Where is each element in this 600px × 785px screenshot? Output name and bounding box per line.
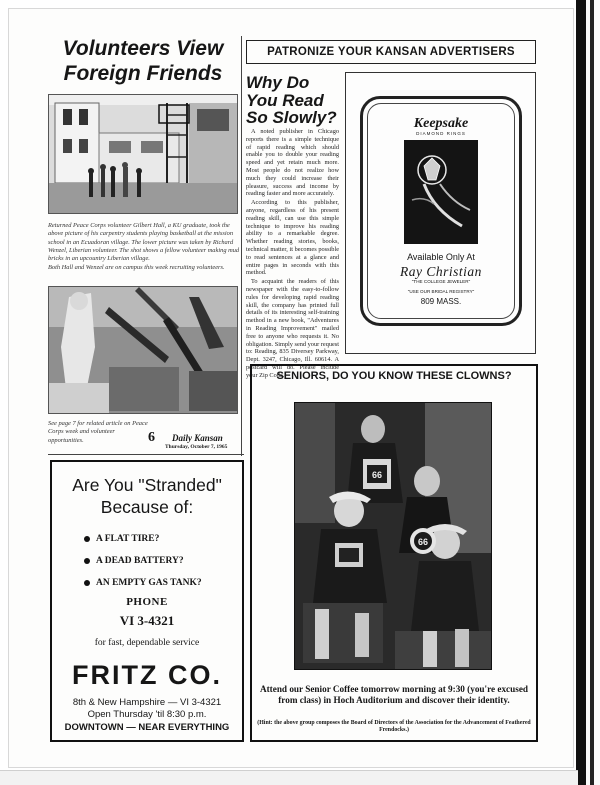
clown-badge-b: 66 bbox=[417, 537, 429, 547]
why-body-p3: To acquaint the readers of this newspaper with the easy-to-follow rules for developing rapid reading skill, the company has printed full details of its interesting self-training method in a new book, "Adventures in Reading Improvement" mailed free to anyone who requests it. No obligation. Simply send your request to: Reading, 835 Diversey Parkway, Dept. 3247, Chicago, Ill. 60614. A postcard will do. Please include your Zip Code. bbox=[246, 278, 339, 379]
stranded-headline bbox=[52, 474, 242, 518]
jeweler-name: Ray Christian bbox=[400, 264, 482, 279]
why-read-slowly-headline bbox=[246, 74, 346, 127]
why-headline-line2: You Read bbox=[246, 90, 324, 110]
stranded-headline-line1: Are You "Stranded" bbox=[72, 475, 222, 495]
jeweler-address: 809 MASS. bbox=[420, 297, 462, 306]
list-item bbox=[84, 528, 234, 550]
diamond-ring-illustration bbox=[404, 140, 478, 244]
clowns-hint: (Hint: the above group composes the Board of Directors of the Association for the Advancement of Feathered Frendocks.) bbox=[257, 720, 531, 734]
why-read-slowly-body bbox=[246, 128, 339, 381]
available-only-at: Available Only At bbox=[407, 252, 475, 262]
paper-date: Thursday, October 7, 1965 bbox=[165, 444, 228, 450]
keepsake-logo: Keepsake bbox=[413, 116, 469, 131]
bullet-dot-icon bbox=[84, 580, 90, 586]
scan-edge-secondary bbox=[590, 0, 594, 785]
senior-coffee-announcement: Attend our Senior Coffee tomorrow morning at 9:30 (you're excused from class) in Hoch Auditorium and discover their identity. bbox=[259, 684, 529, 706]
phone-number: VI 3-4321 bbox=[119, 613, 175, 628]
college-jeweler-tag: "THE COLLEGE JEWELER" bbox=[411, 279, 471, 284]
volunteers-caption bbox=[48, 222, 240, 274]
service-tagline: for fast, dependable service bbox=[94, 638, 200, 648]
volunteers-headline-line2: Foreign Friends bbox=[63, 62, 223, 85]
volunteers-headline bbox=[50, 36, 236, 86]
scan-edge bbox=[576, 0, 586, 785]
list-item bbox=[84, 550, 234, 572]
phone-label: PHONE bbox=[126, 596, 168, 608]
bullet-dot-icon bbox=[84, 558, 90, 564]
fritz-address: 8th & New Hampshire — VI 3-4321 bbox=[72, 697, 222, 708]
stranded-reasons-list bbox=[84, 528, 234, 594]
basketball-photo bbox=[48, 94, 238, 214]
reason-dead-battery: A DEAD BATTERY? bbox=[96, 556, 184, 566]
mud-bricks-photo bbox=[48, 286, 238, 414]
column-rule bbox=[241, 36, 242, 456]
why-headline-line1: Why Do bbox=[246, 73, 310, 92]
clowns-photo-art bbox=[295, 403, 492, 670]
paper-name: Daily Kansan bbox=[172, 433, 223, 443]
patronize-banner: PATRONIZE YOUR KANSAN ADVERTISERS bbox=[246, 40, 536, 64]
folio-rule bbox=[48, 454, 244, 455]
why-body-p2: According to this publisher, anyone, regardless of his present reading skill, can use this simple technique to improve his reading ability to a remarkable degree. Whether reading stories, books, technical matter, it becomes possible to read sentences at a glance and entire pages in seconds with this method. bbox=[246, 199, 339, 277]
fritz-tagline: DOWNTOWN — NEAR EVERYTHING bbox=[64, 722, 230, 733]
fritz-hours: Open Thursday 'til 8:30 p.m. bbox=[87, 709, 207, 720]
bullet-dot-icon bbox=[84, 536, 90, 542]
fritz-co-name: FRITZ CO. bbox=[72, 660, 222, 690]
list-item bbox=[84, 572, 234, 594]
diamond-ring-icon bbox=[404, 140, 478, 244]
volunteers-caption-p2: Both Hall and Wenzel are on campus this week recruiting volunteers. bbox=[48, 264, 225, 272]
seniors-headline: SENIORS, DO YOU KNOW THESE CLOWNS? bbox=[276, 370, 512, 382]
stranded-headline-line2: Because of: bbox=[100, 497, 194, 517]
basketball-photo-art bbox=[49, 95, 238, 214]
mud-bricks-photo-art bbox=[49, 287, 238, 414]
clowns-photo bbox=[294, 402, 492, 670]
why-headline-line3: So Slowly? bbox=[246, 108, 337, 127]
see-page-note: See page 7 for related article on Peace Corps week and volunteer opportunities. bbox=[48, 420, 148, 444]
reason-empty-gas-tank: AN EMPTY GAS TANK? bbox=[96, 578, 202, 588]
volunteers-headline-line1: Volunteers View bbox=[62, 37, 224, 60]
bridal-registry-tag: "USE OUR BRIDAL REGISTRY" bbox=[407, 289, 475, 294]
clown-badge-a: 66 bbox=[371, 470, 383, 480]
why-body-p1: A noted publisher in Chicago reports there is a simple technique of rapid reading which should enable you to double your reading speed and yet retain much more. Most people do not realize how much they could increase their pleasure, success and income by reading faster and more accurately. bbox=[246, 128, 339, 198]
keepsake-subtitle: DIAMOND RINGS bbox=[416, 131, 466, 136]
scan-bottom-margin bbox=[0, 770, 578, 785]
reason-flat-tire: A FLAT TIRE? bbox=[96, 534, 160, 544]
volunteers-caption-p1: Returned Peace Corps volunteer Gilbert Hall, a KU graduate, took the above picture of his carpentry students playing basketball at the mission school in an Ecuadoran village. The lower picture was taken by Richard Wenzel, Liberian volunteer. The shot shows a fellow volunteer making mud bricks in an upcountry Liberian village. bbox=[48, 222, 240, 263]
page-number: 6 bbox=[148, 430, 155, 445]
